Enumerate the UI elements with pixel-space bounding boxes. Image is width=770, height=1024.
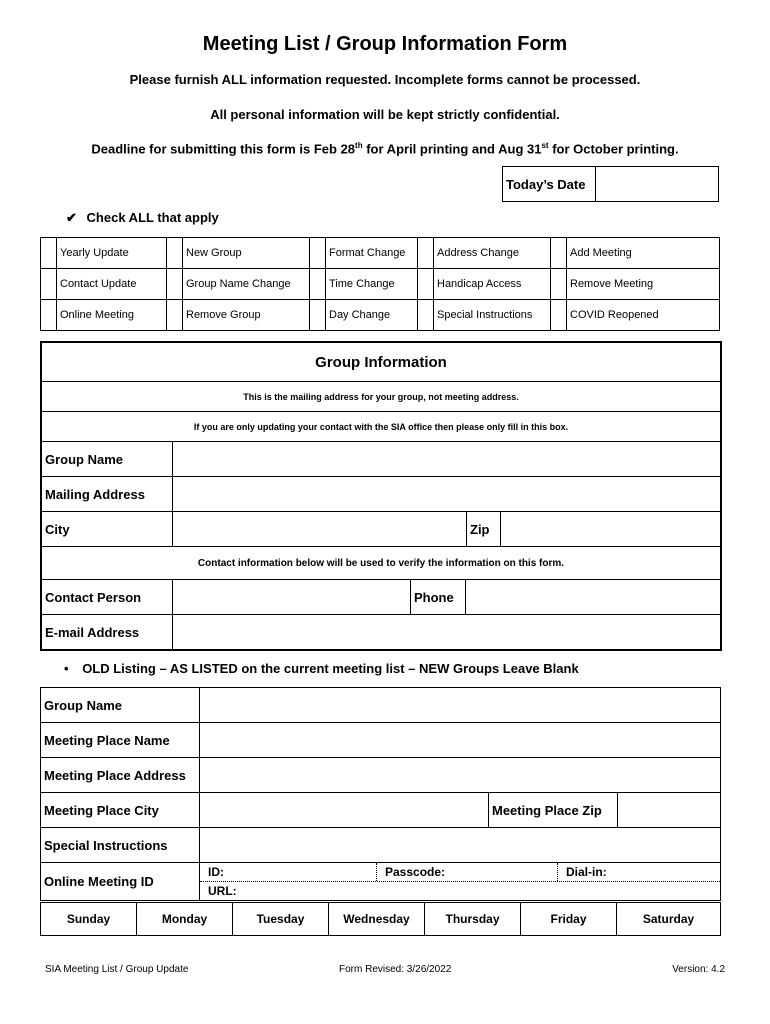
group-name-label: Group Name: [41, 442, 173, 477]
day-tuesday[interactable]: Tuesday: [233, 903, 329, 936]
check-all-label: Check ALL that apply: [86, 210, 219, 225]
old-group-name-field[interactable]: [200, 688, 721, 723]
footer-left: SIA Meeting List / Group Update: [45, 964, 189, 975]
group-info-header: Group Information: [41, 342, 721, 382]
checkbox-remove-group[interactable]: [167, 300, 183, 331]
checkbox-contact-update[interactable]: [41, 269, 57, 300]
old-listing-label: OLD Listing – AS LISTED on the current meeting list – NEW Groups Leave Blank: [82, 661, 579, 676]
option-label: Day Change: [326, 300, 418, 331]
footer-right: Version: 4.2: [672, 964, 725, 975]
days-of-week-table: [40, 902, 721, 936]
city-label: City: [41, 512, 173, 547]
contact-person-label: Contact Person: [42, 580, 173, 614]
option-label: Remove Meeting: [567, 269, 720, 300]
zip-field[interactable]: [501, 512, 722, 547]
phone-label: Phone: [411, 580, 466, 614]
contact-row: [41, 580, 721, 615]
passcode-label: Passcode:: [385, 865, 446, 879]
url-field[interactable]: [200, 882, 720, 900]
option-label: New Group: [183, 238, 310, 269]
deadline-text-c: for October printing.: [548, 141, 679, 157]
meeting-id-field[interactable]: [200, 863, 377, 881]
meeting-place-name-field[interactable]: [200, 723, 721, 758]
checkbox-special-instructions[interactable]: [418, 300, 434, 331]
footer-center: Form Revised: 3/26/2022: [339, 964, 452, 975]
email-field[interactable]: [173, 615, 722, 651]
online-meeting-id-label: Online Meeting ID: [41, 863, 200, 901]
checkbox-time-change[interactable]: [310, 269, 326, 300]
checkbox-remove-meeting[interactable]: [551, 269, 567, 300]
day-sunday[interactable]: Sunday: [41, 903, 137, 936]
old-listing-heading: [64, 661, 579, 676]
mailing-address-label: Mailing Address: [41, 477, 173, 512]
option-label: Online Meeting: [57, 300, 167, 331]
option-label: Format Change: [326, 238, 418, 269]
dialin-label: Dial-in:: [566, 865, 607, 879]
option-label: COVID Reopened: [567, 300, 720, 331]
group-info-note-2: If you are only updating your contact with the SIA office then please only fill in this box.: [41, 412, 721, 442]
option-label: Special Instructions: [434, 300, 551, 331]
intro-line-2: All personal information will be kept strictly confidential.: [210, 107, 560, 122]
deadline-text-b: for April printing and Aug 31: [362, 141, 542, 157]
special-instructions-field[interactable]: [200, 828, 721, 863]
form-title: Meeting List / Group Information Form: [202, 33, 568, 55]
group-name-field[interactable]: [173, 442, 722, 477]
option-label: Handicap Access: [434, 269, 551, 300]
checkbox-yearly-update[interactable]: [41, 238, 57, 269]
deadline-sup-2: st: [541, 141, 549, 150]
online-meeting-details: [200, 863, 721, 901]
todays-date-box: [502, 166, 719, 202]
group-information-table: [40, 341, 722, 651]
bullet-icon: •: [64, 661, 69, 676]
option-label: Contact Update: [57, 269, 167, 300]
meeting-place-address-label: Meeting Place Address: [41, 758, 200, 793]
zip-label: Zip: [467, 512, 501, 547]
checkbox-format-change[interactable]: [310, 238, 326, 269]
option-label: Add Meeting: [567, 238, 720, 269]
checkbox-add-meeting[interactable]: [551, 238, 567, 269]
passcode-field[interactable]: [377, 863, 558, 881]
intro-line-1: Please furnish ALL information requested. Incomplete forms cannot be processed.: [129, 72, 641, 87]
day-monday[interactable]: Monday: [137, 903, 233, 936]
meeting-id-label: ID:: [208, 865, 224, 879]
deadline-sup-1: th: [355, 141, 363, 150]
day-wednesday[interactable]: Wednesday: [329, 903, 425, 936]
contact-person-field[interactable]: [173, 580, 411, 614]
meeting-place-address-field[interactable]: [200, 758, 721, 793]
meeting-place-city-label: Meeting Place City: [41, 793, 200, 828]
check-all-grid: [40, 237, 720, 331]
old-group-name-label: Group Name: [41, 688, 200, 723]
option-label: Time Change: [326, 269, 418, 300]
contact-note: Contact information below will be used to verify the information on this form.: [41, 547, 721, 580]
day-friday[interactable]: Friday: [521, 903, 617, 936]
option-label: Yearly Update: [57, 238, 167, 269]
option-label: Address Change: [434, 238, 551, 269]
meeting-place-name-label: Meeting Place Name: [41, 723, 200, 758]
old-listing-table: [40, 687, 721, 901]
option-label: Group Name Change: [183, 269, 310, 300]
checkbox-handicap-access[interactable]: [418, 269, 434, 300]
online-meeting-row-1: [200, 863, 720, 882]
deadline-text-a: Deadline for submitting this form is Feb 28: [91, 141, 356, 157]
meeting-place-city-field[interactable]: [200, 793, 489, 828]
check-all-heading: [66, 210, 219, 226]
todays-date-field[interactable]: [596, 167, 719, 202]
special-instructions-label: Special Instructions: [41, 828, 200, 863]
email-label: E-mail Address: [41, 615, 173, 651]
city-field[interactable]: [173, 512, 467, 547]
checkbox-new-group[interactable]: [167, 238, 183, 269]
phone-field[interactable]: [466, 580, 721, 614]
checkmark-icon: ✔: [66, 210, 77, 225]
checkbox-online-meeting[interactable]: [41, 300, 57, 331]
checkbox-address-change[interactable]: [418, 238, 434, 269]
checkbox-covid-reopened[interactable]: [551, 300, 567, 331]
todays-date-label: Today’s Date: [503, 167, 596, 202]
day-saturday[interactable]: Saturday: [617, 903, 721, 936]
dialin-field[interactable]: [558, 863, 720, 881]
group-info-note-1: This is the mailing address for your group, not meeting address.: [41, 382, 721, 412]
checkbox-group-name-change[interactable]: [167, 269, 183, 300]
meeting-place-zip-label: Meeting Place Zip: [489, 793, 618, 828]
deadline-line: [0, 141, 770, 156]
mailing-address-field[interactable]: [173, 477, 722, 512]
meeting-place-zip-field[interactable]: [618, 793, 721, 828]
checkbox-day-change[interactable]: [310, 300, 326, 331]
option-label: Remove Group: [183, 300, 310, 331]
day-thursday[interactable]: Thursday: [425, 903, 521, 936]
url-label: URL:: [208, 884, 237, 898]
